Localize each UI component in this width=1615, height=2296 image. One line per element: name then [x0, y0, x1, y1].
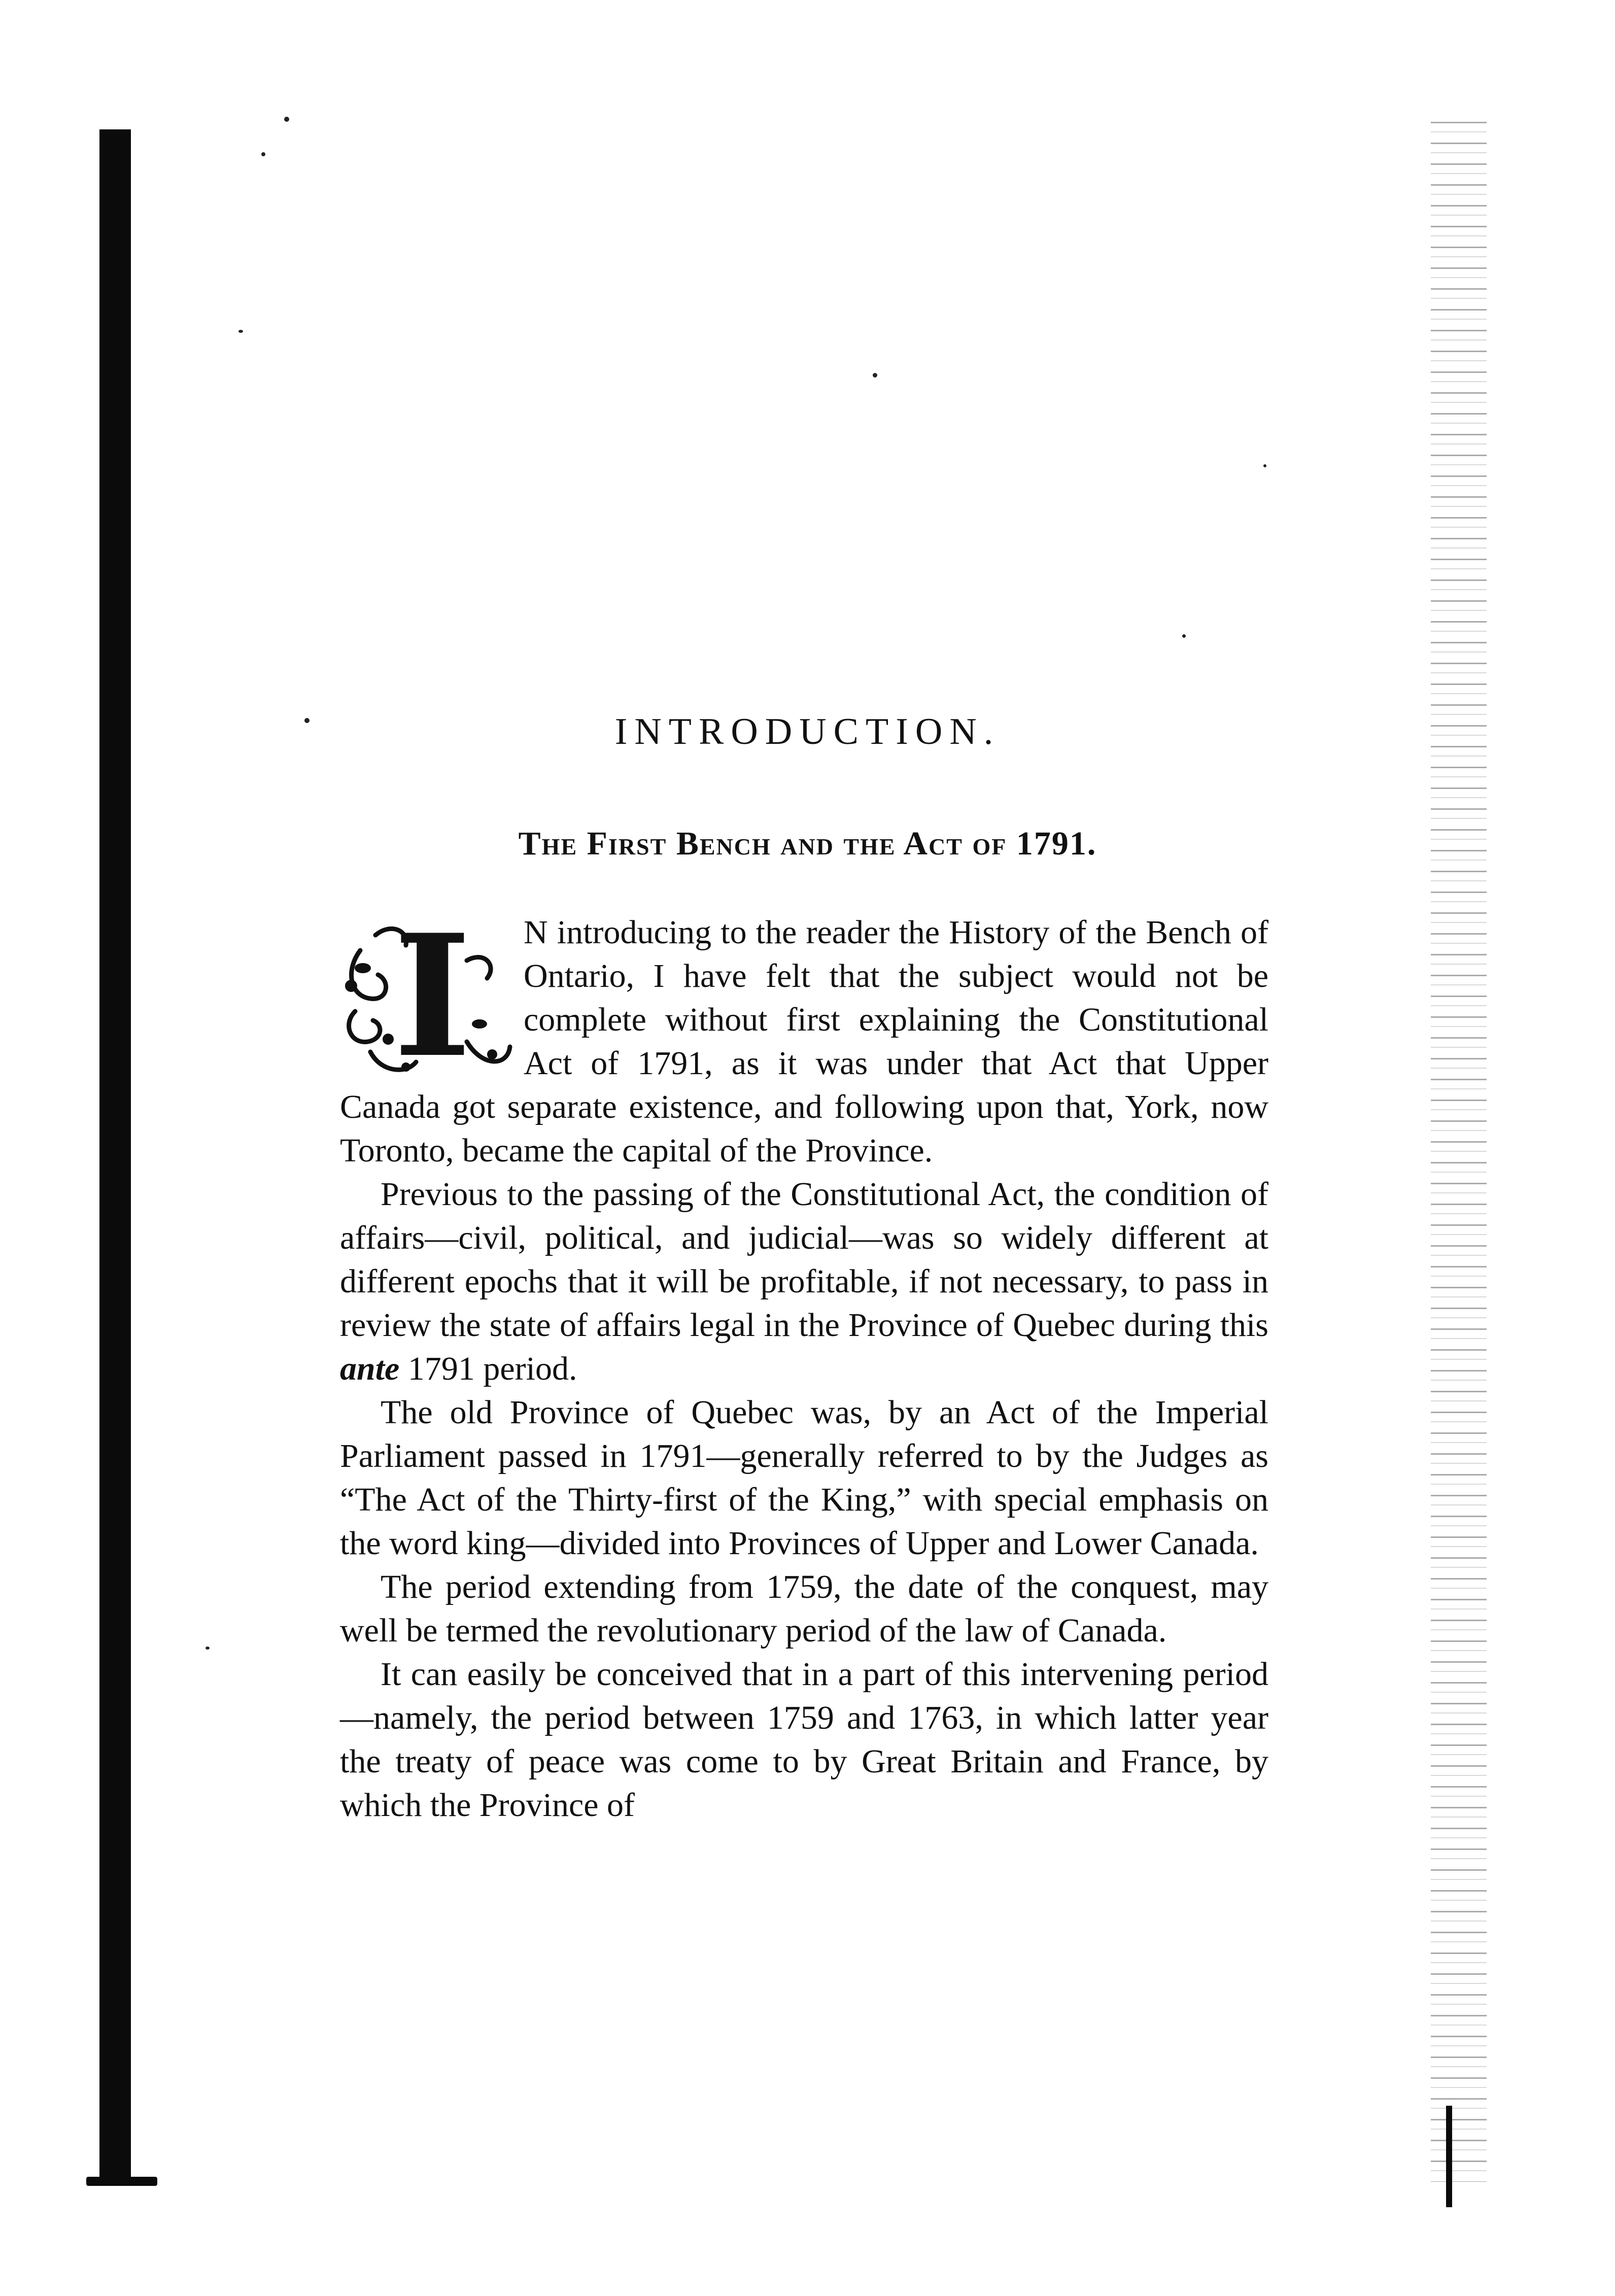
paragraph-5: It can easily be conceived that in a part of this intervening period—namely, the period between 1759 and 1763, in which latter year the treaty of peace was come to by Great Britain and France, by which the Province of — [340, 1656, 1268, 1824]
paragraph-2 — [340, 1173, 1268, 1391]
binding-shadow — [99, 129, 131, 2179]
drop-cap — [340, 898, 512, 1094]
speck — [238, 330, 243, 333]
body-text — [340, 898, 1268, 1827]
speck — [1263, 464, 1266, 467]
speck — [284, 117, 289, 122]
page-edge-bar — [1446, 2106, 1452, 2207]
section-subtitle: The First Bench and the Act of 1791. — [518, 825, 1097, 862]
paragraph-1 — [340, 898, 1268, 1173]
drop-cap-letter: I — [393, 898, 472, 1094]
speck — [261, 152, 265, 156]
paragraph-3: The old Province of Quebec was, by an Act of the Imperial Parliament passed in 1791—generally referred to by the Judges as “The Act of the Thirty-first of the King,” with special emphasis on the word king—divided into Provinces of Upper and Lower Canada. — [340, 1394, 1268, 1562]
speck — [1182, 634, 1186, 638]
binding-shadow-foot — [86, 2177, 157, 2186]
paragraph-4: The period extending from 1759, the date of the conquest, may well be termed the revolutionary period of the law of Canada. — [340, 1568, 1268, 1649]
paragraph-text: N introducing to the reader the History of the Bench of Ontario, I have felt that the subject would not be complete without first explaining the Constitutional Act of 1791, as it was under that Act that Upper Canada got separate existence, and following upon that, York, now Toronto, became the capital of the Province. — [340, 914, 1268, 1169]
italic-term: ante — [340, 1350, 400, 1387]
paragraph-text: 1791 period. — [399, 1350, 577, 1387]
speck — [205, 1647, 210, 1650]
page-title: INTRODUCTION. — [614, 711, 1001, 752]
speck — [873, 373, 877, 378]
paragraph-text: Previous to the passing of the Constitutional Act, the condition of affairs—civil, political, and judicial—was so widely different at different epochs that it will be profitable, if not necessary, to pass in review the state of affairs legal in the Province of Quebec during this — [340, 1176, 1268, 1344]
page-edge-speckle — [1431, 122, 1487, 2182]
